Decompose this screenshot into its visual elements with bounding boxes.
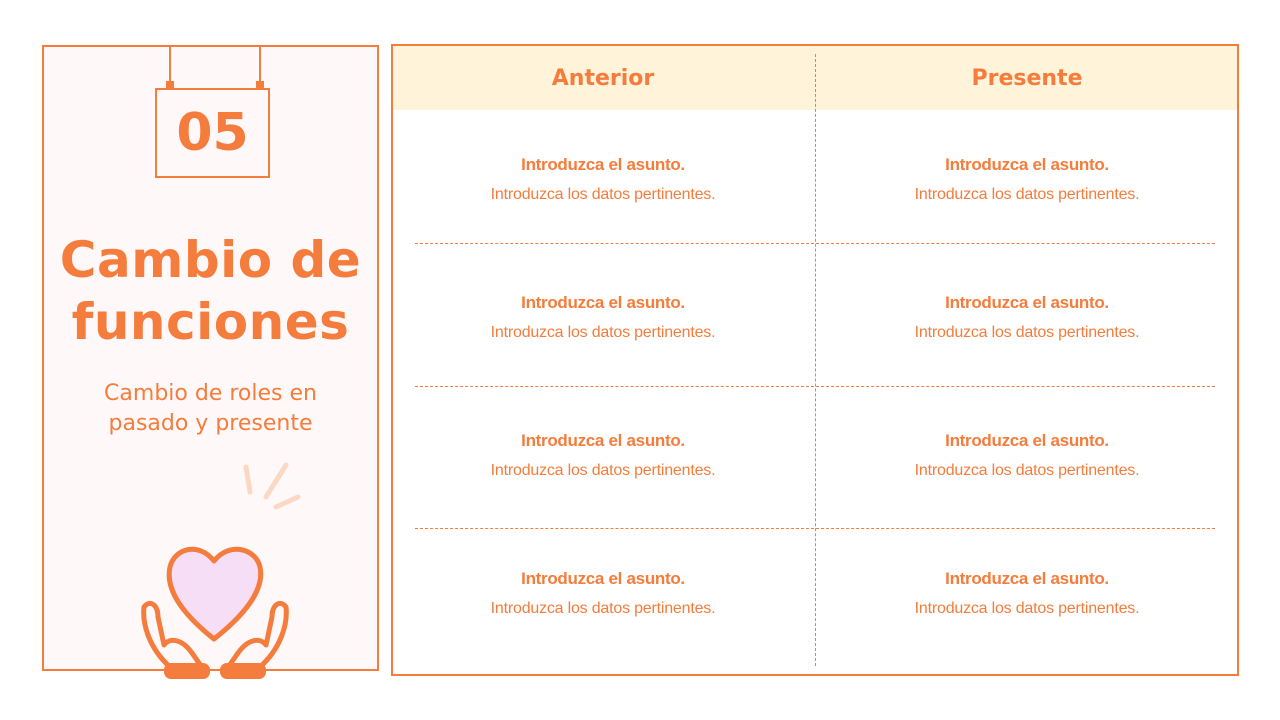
- row-divider: [415, 528, 1215, 529]
- row-divider: [415, 243, 1215, 244]
- comparison-table: [391, 44, 1239, 676]
- column-header-anterior: Anterior: [551, 65, 655, 91]
- cell-info: Introduzca los datos pertinentes.: [914, 324, 1140, 341]
- table-cell-presente-1: [817, 154, 1237, 206]
- slide-title: [44, 229, 377, 353]
- table-cell-anterior-2: [393, 292, 813, 344]
- cell-info: Introduzca los datos pertinentes.: [914, 186, 1140, 203]
- column-header-presente: Presente: [971, 65, 1083, 91]
- table-cell-anterior-3: [393, 430, 813, 482]
- slide-title-line-2: funciones: [71, 293, 350, 351]
- cell-info: Introduzca los datos pertinentes.: [490, 600, 716, 617]
- slide-subtitle: [44, 379, 377, 439]
- cell-info: Introduzca los datos pertinentes.: [490, 186, 716, 203]
- hands-holding-heart-icon: [136, 457, 306, 679]
- cell-subject: Introduzca el asunto.: [521, 293, 685, 312]
- cell-subject: Introduzca el asunto.: [521, 569, 685, 588]
- table-cell-anterior-1: [393, 154, 813, 206]
- hanger-string-left: [169, 47, 171, 85]
- slide-subtitle-line-2: pasado y presente: [108, 411, 313, 436]
- cell-subject: Introduzca el asunto.: [521, 431, 685, 450]
- slide-subtitle-line-1: Cambio de roles en: [104, 381, 317, 406]
- cell-info: Introduzca los datos pertinentes.: [914, 600, 1140, 617]
- cell-info: Introduzca los datos pertinentes.: [914, 462, 1140, 479]
- table-cell-presente-4: [817, 568, 1237, 620]
- slide-title-line-1: Cambio de: [59, 231, 362, 289]
- cell-subject: Introduzca el asunto.: [521, 155, 685, 174]
- row-divider: [415, 386, 1215, 387]
- cell-subject: Introduzca el asunto.: [945, 431, 1109, 450]
- cell-subject: Introduzca el asunto.: [945, 569, 1109, 588]
- table-cell-presente-2: [817, 292, 1237, 344]
- cell-subject: Introduzca el asunto.: [945, 293, 1109, 312]
- cell-info: Introduzca los datos pertinentes.: [490, 324, 716, 341]
- table-cell-anterior-4: [393, 568, 813, 620]
- table-cell-presente-3: [817, 430, 1237, 482]
- section-number: 05: [155, 88, 270, 178]
- column-divider: [815, 54, 816, 666]
- cell-info: Introduzca los datos pertinentes.: [490, 462, 716, 479]
- cell-subject: Introduzca el asunto.: [945, 155, 1109, 174]
- hanger-string-right: [259, 47, 261, 85]
- left-panel: [42, 45, 379, 671]
